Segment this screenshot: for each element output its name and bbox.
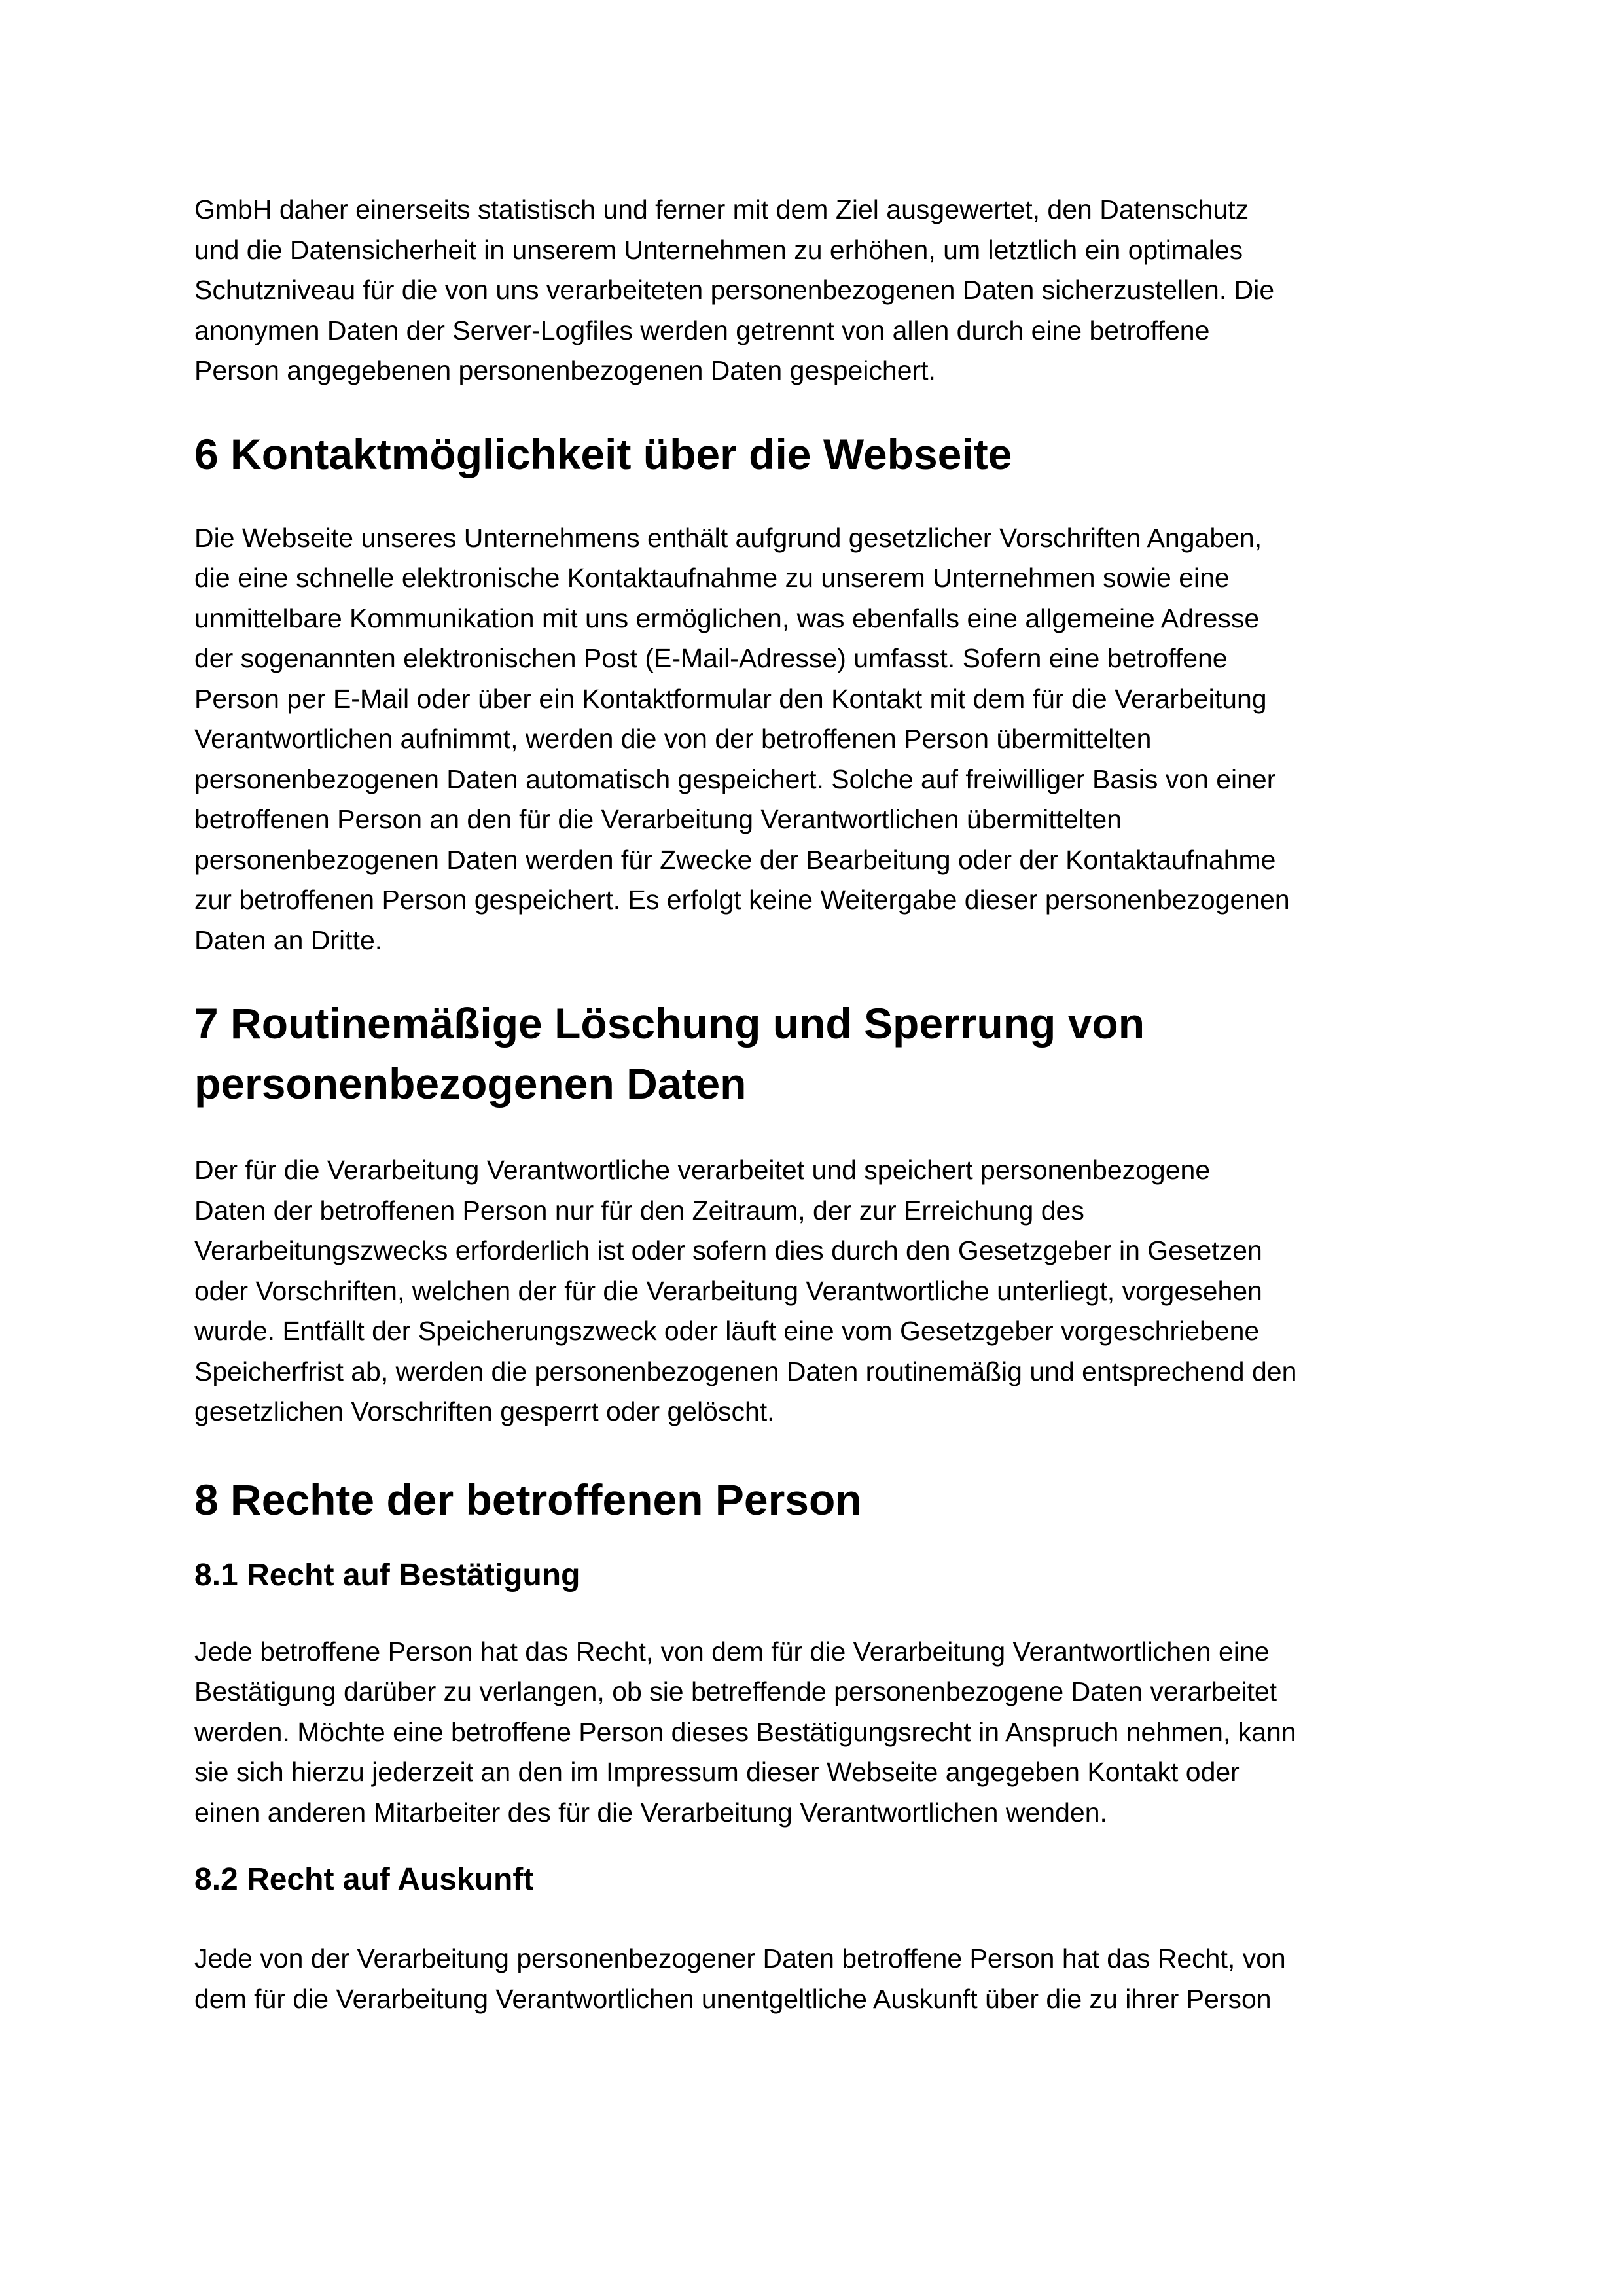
text-line: Verarbeitungszwecks erforderlich ist oder sofern dies durch den Gesetzgeber in Gesetzen <box>194 1235 1262 1265</box>
section-7-heading <box>194 993 1451 1114</box>
heading-line: personenbezogenen Daten <box>194 1059 747 1108</box>
subsection-8-2-paragraph <box>194 1939 1451 2019</box>
text-line: GmbH daher einerseits statistisch und ferner mit dem Ziel ausgewertet, den Datenschutz <box>194 194 1249 224</box>
text-line: die eine schnelle elektronische Kontaktaufnahme zu unserem Unternehmen sowie eine <box>194 563 1230 593</box>
text-line: Verantwortlichen aufnimmt, werden die von der betroffenen Person übermittelten <box>194 724 1152 754</box>
text-line: Bestätigung darüber zu verlangen, ob sie betreffende personenbezogene Daten verarbeitet <box>194 1676 1277 1706</box>
text-line: personenbezogenen Daten werden für Zwecke der Bearbeitung oder der Kontaktaufnahme <box>194 844 1276 875</box>
document-body <box>194 190 1451 2019</box>
text-line: Person per E-Mail oder über ein Kontaktformular den Kontakt mit dem für die Verarbeitung <box>194 683 1267 714</box>
text-line: wurde. Entfällt der Speicherungszweck oder läuft eine vom Gesetzgeber vorgeschriebene <box>194 1316 1260 1346</box>
text-line: oder Vorschriften, welchen der für die Verarbeitung Verantwortliche unterliegt, vorgesehen <box>194 1275 1262 1306</box>
text-line: zur betroffenen Person gespeichert. Es erfolgt keine Weitergabe dieser personenbezogenen <box>194 885 1290 915</box>
text-line: anonymen Daten der Server-Logfiles werden getrennt von allen durch eine betroffene <box>194 315 1210 345</box>
text-line: Jede betroffene Person hat das Recht, von dem für die Verarbeitung Verantwortlichen eine <box>194 1636 1270 1667</box>
text-line: der sogenannten elektronischen Post (E-Mail-Adresse) umfasst. Sofern eine betroffene <box>194 643 1228 673</box>
text-line: Person angegebenen personenbezogenen Daten gespeichert. <box>194 355 936 385</box>
subsection-8-2-heading: 8.2 Recht auf Auskunft <box>194 1862 534 1897</box>
text-line: Jede von der Verarbeitung personenbezogener Daten betroffene Person hat das Recht, von <box>194 1943 1286 1973</box>
intro-paragraph <box>194 190 1451 391</box>
subsection-8-1-paragraph <box>194 1632 1451 1833</box>
text-line: sie sich hierzu jederzeit an den im Impressum dieser Webseite angegeben Kontakt oder <box>194 1757 1240 1787</box>
text-line: gesetzlichen Vorschriften gesperrt oder gelöscht. <box>194 1396 775 1426</box>
text-line: werden. Möchte eine betroffene Person dieses Bestätigungsrecht in Anspruch nehmen, kann <box>194 1716 1296 1747</box>
text-line: betroffenen Person an den für die Verarbeitung Verantwortlichen übermittelten <box>194 804 1122 834</box>
section-6-heading: 6 Kontaktmöglichkeit über die Webseite <box>194 429 1012 478</box>
section-6-paragraph <box>194 518 1451 961</box>
text-line: einen anderen Mitarbeiter des für die Verarbeitung Verantwortlichen wenden. <box>194 1797 1107 1828</box>
text-line: Speicherfrist ab, werden die personenbezogenen Daten routinemäßig und entsprechend den <box>194 1356 1297 1386</box>
text-line: unmittelbare Kommunikation mit uns ermöglichen, was ebenfalls eine allgemeine Adresse <box>194 603 1260 633</box>
text-line: Daten der betroffenen Person nur für den Zeitraum, der zur Erreichung des <box>194 1195 1084 1226</box>
section-8-heading: 8 Rechte der betroffenen Person <box>194 1475 862 1524</box>
text-line: personenbezogenen Daten automatisch gespeichert. Solche auf freiwilliger Basis von einer <box>194 764 1276 794</box>
heading-line: 7 Routinemäßige Löschung und Sperrung von <box>194 999 1145 1048</box>
subsection-8-1-heading: 8.1 Recht auf Bestätigung <box>194 1557 580 1593</box>
text-line: dem für die Verarbeitung Verantwortlichen unentgeltliche Auskunft über die zu ihrer Person <box>194 1983 1272 2014</box>
text-line: Daten an Dritte. <box>194 925 383 955</box>
text-line: Der für die Verarbeitung Verantwortliche verarbeitet und speichert personenbezogene <box>194 1155 1211 1185</box>
text-line: Die Webseite unseres Unternehmens enthält aufgrund gesetzlicher Vorschriften Angaben, <box>194 522 1262 553</box>
section-7-paragraph <box>194 1150 1451 1432</box>
text-line: und die Datensicherheit in unserem Unternehmen zu erhöhen, um letztlich ein optimales <box>194 234 1243 265</box>
text-line: Schutzniveau für die von uns verarbeiteten personenbezogenen Daten sicherzustellen. Die <box>194 275 1275 305</box>
